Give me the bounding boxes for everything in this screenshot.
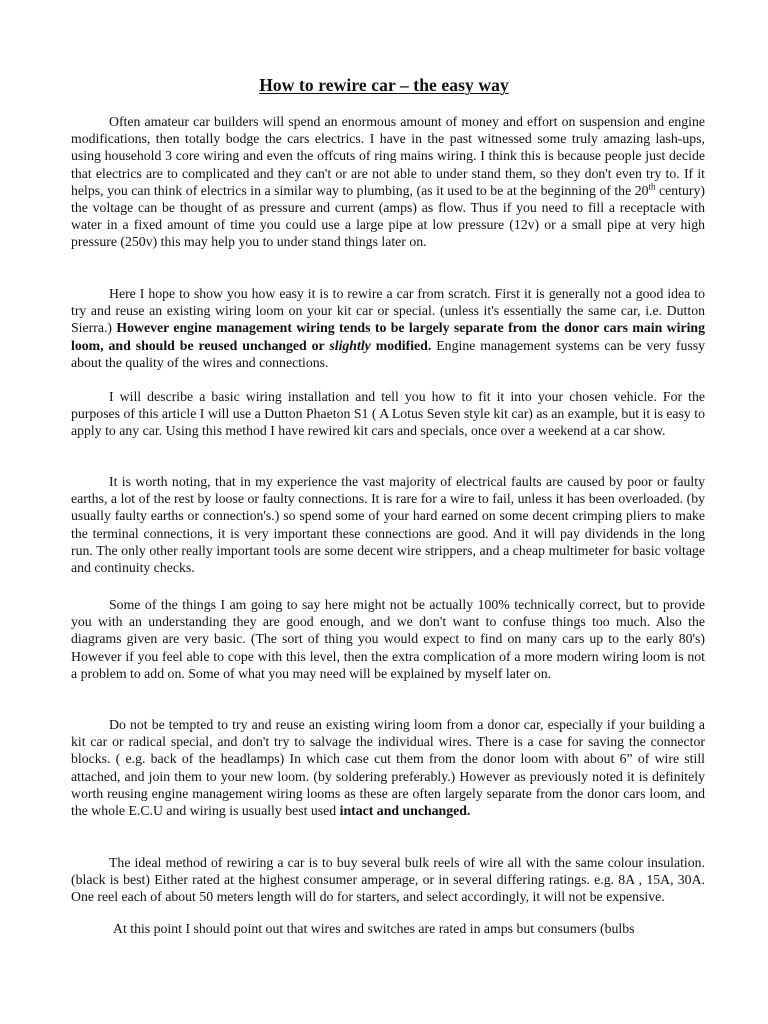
paragraph-intro xyxy=(71,113,705,251)
paragraph-rewire-scratch xyxy=(71,285,705,371)
paragraph-installation: I will describe a basic wiring installation and tell you how to fit it into your chosen vehicle. For the purposes of this article I will use a Dutton Phaeton S1 ( A Lotus Seven style kit car) as an example, but it is easy to apply to any car. Using this method I have rewired kit cars and specials, once over a weekend at a car show. xyxy=(71,389,705,439)
paragraph-donor-loom xyxy=(71,716,705,819)
paragraph-text: Do not be tempted to try and reuse an existing wiring loom from a donor car, especially if your building a kit car or radical special, and don't try to salvage the individual wires. There is a case for saving the connector blocks. ( e.g. back of the headlamps) In which case cut them from the donor loom with about 6” of wire still attached, and join them to your new loom. (by soldering preferably.) However as previously noted it is definitely worth reusing engine management wiring looms as these are often largely separate from the donor cars loom, and the whole E.C.U and wiring is usually best used xyxy=(71,717,705,819)
bold-note: intact and unchanged. xyxy=(339,803,471,819)
paragraph-disclaimer: Some of the things I am going to say here might not be actually 100% technically correct, but to provide you with an understanding they are good enough, and we don't want to confuse things too much. Also the diagrams given are very basic. (The sort of thing you would expect to find on many cars up to the early 80's) However if you feel able to cope with this level, then the extra complication of a more modern wiring loom is not a problem to add on. Some of what you may need will be explained by myself later on. xyxy=(71,597,705,681)
bold-italic-note xyxy=(329,338,370,353)
paragraph-ideal-method: The ideal method of rewiring a car is to buy several bulk reels of wire all with the same colour insulation. (black is best) Either rated at the highest consumer amperage, or in several differing ratings. e.g. 8A , 15A, 30A. One reel each of about 50 meters length will do for starters, and select accordingly, it will not be expensive. xyxy=(71,855,705,905)
italic-emphasis: slightly xyxy=(329,337,371,353)
paragraph-text: Here I hope to show you how easy it is to rewire a car from scratch. First it is generally not a good idea to try and reuse an existing wiring loom on your kit car or special. (unless it's essentially the same car, i.e. Dutton Sierra.) xyxy=(71,286,705,336)
paragraph-text: Often amateur car builders will spend an enormous amount of money and effort on suspension and engine modifications, then totally bodge the cars electrics. I have in the past witnessed some truly amazing lash-ups, using household 3 core wiring and even the offcuts of ring mains wiring. I think this is because people just decide that electrics are to complicated and they can't or are not able to under stand them, so they don't even try to. If it helps, you can think of electrics in a similar way to plumbing, (as it used to be at the beginning of the 20 xyxy=(71,114,705,198)
paragraph-ratings: At this point I should point out that wires and switches are rated in amps but consumers (bulbs xyxy=(113,921,635,936)
document-title: How to rewire car – the easy way xyxy=(259,75,509,95)
bold-note: However engine management wiring tends to be largely separate from the donor cars main wiring loom, and should be reused unchanged or xyxy=(71,320,705,353)
bold-note-end: modified. xyxy=(370,337,432,353)
superscript-text: th xyxy=(648,181,656,192)
paragraph-text: Engine management systems can be very fussy about the quality of the wires and connections. xyxy=(71,337,706,370)
paragraph-text: century) the voltage can be thought of as pressure and current (amps) as flow. Thus if you need to fill a receptacle with water in a fixed amount of time you could use a large pipe at low pressure (12v) or a small pipe at very high pressure (250v) this may help you to under stand things later on. xyxy=(71,182,706,250)
paragraph-faults: It is worth noting, that in my experience the vast majority of electrical faults are caused by poor or faulty earths, a lot of the rest by loose or faulty connections. It is rare for a wire to fail, unless it has been overloaded. (by usually faulty earths or connection's.) so spend some of your hard earned on some decent crimping pliers to make the terminal connections, it is very important these connections are good. And it will pay dividends in the long run. The only other really important tools are some decent wire strippers, and a cheap multimeter for basic voltage and continuity checks. xyxy=(71,474,705,576)
